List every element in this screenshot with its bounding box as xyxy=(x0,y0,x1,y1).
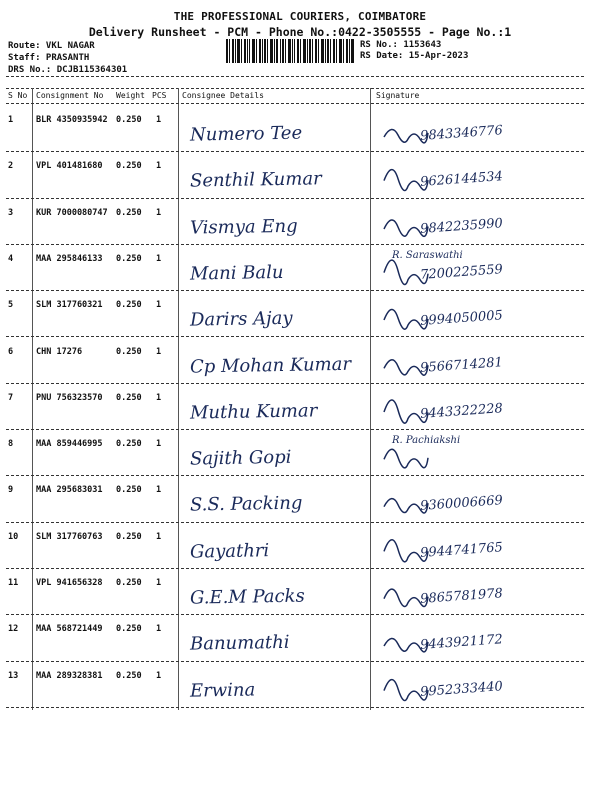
cell-weight: 0.250 xyxy=(116,578,142,588)
table-row xyxy=(0,614,600,660)
cell-consignment: MAA 289328381 xyxy=(36,670,103,681)
signature-phone: 9360006669 xyxy=(419,493,504,515)
cell-weight: 0.250 xyxy=(116,485,142,496)
signature-phone: 9566714281 xyxy=(419,354,504,376)
row-divider xyxy=(6,707,584,708)
cell-pcs: 1 xyxy=(156,439,162,450)
table-row xyxy=(0,244,600,290)
consignee-handwritten-name: Darirs Ajay xyxy=(189,307,293,331)
cell-weight: 0.250 xyxy=(116,531,142,542)
cell-consignment: KUR 7000080747 xyxy=(36,207,108,218)
cell-consignment: VPL 941656328 xyxy=(36,578,103,588)
signature-phone: 9843346776 xyxy=(419,123,504,144)
cell-consignment: BLR 4350935942 xyxy=(36,115,108,125)
cell-sno: 2 xyxy=(8,161,14,172)
cell-sno: 1 xyxy=(8,115,14,125)
barcode-image xyxy=(226,39,354,63)
table-row xyxy=(0,383,600,429)
cell-sno: 12 xyxy=(8,624,19,635)
cell-weight: 0.250 xyxy=(116,161,142,172)
cell-pcs: 1 xyxy=(156,670,162,681)
cell-sno: 5 xyxy=(8,300,14,311)
signature-phone: 7200225559 xyxy=(419,262,504,283)
signature-phone: 9994050005 xyxy=(419,308,504,330)
signature-phone: 9944741765 xyxy=(419,539,504,561)
cell-consignment: VPL 401481680 xyxy=(36,161,103,172)
table-top-divider xyxy=(6,88,584,89)
table-row xyxy=(0,475,600,521)
cell-weight: 0.250 xyxy=(116,670,142,681)
cell-pcs: 1 xyxy=(156,115,162,125)
cell-consignment: MAA 859446995 xyxy=(36,439,103,450)
cell-consignment: MAA 295846133 xyxy=(36,253,103,264)
consignee-handwritten-name: Muthu Kumar xyxy=(189,400,318,424)
cell-consignment: SLM 317760321 xyxy=(36,300,103,311)
consignee-handwritten-name: G.E.M Packs xyxy=(189,585,305,609)
cell-consignment: SLM 317760763 xyxy=(36,531,103,542)
table-row xyxy=(0,151,600,197)
consignee-handwritten-name: Senthil Kumar xyxy=(189,168,322,192)
cell-pcs: 1 xyxy=(156,624,162,635)
header-row-divider xyxy=(6,103,584,104)
table-row xyxy=(0,661,600,707)
cell-pcs: 1 xyxy=(156,300,162,311)
cell-weight: 0.250 xyxy=(116,115,142,125)
table-row xyxy=(0,337,600,383)
col-header-consignee: Consignee Details xyxy=(182,91,264,100)
company-title: THE PROFESSIONAL COURIERS, COIMBATORE xyxy=(173,10,427,23)
cell-weight: 0.250 xyxy=(116,346,142,357)
consignee-handwritten-name: Numero Tee xyxy=(189,122,303,146)
cell-weight: 0.250 xyxy=(116,624,142,635)
cell-pcs: 1 xyxy=(156,346,162,357)
signature-phone: 9842235990 xyxy=(419,215,504,237)
cell-sno: 13 xyxy=(8,670,19,681)
signature-phone: 9443921172 xyxy=(419,632,504,654)
signature-phone: 9952333440 xyxy=(419,678,504,700)
consignee-handwritten-name: Vismya Eng xyxy=(189,215,298,239)
cell-weight: 0.250 xyxy=(116,300,142,311)
cell-consignment: MAA 568721449 xyxy=(36,624,103,635)
cell-sno: 9 xyxy=(8,485,14,496)
rs-date: RS Date: 15-Apr-2023 xyxy=(360,51,469,61)
consignee-handwritten-name: Erwina xyxy=(189,679,256,702)
table-row xyxy=(0,429,600,475)
cell-weight: 0.250 xyxy=(116,392,142,403)
staff-label: Staff: PRASANTH xyxy=(8,53,90,63)
consignee-handwritten-name: S.S. Packing xyxy=(189,493,303,516)
cell-sno: 3 xyxy=(8,207,14,218)
cell-sno: 6 xyxy=(8,346,14,357)
cell-pcs: 1 xyxy=(156,578,162,588)
cell-sno: 7 xyxy=(8,392,14,403)
cell-pcs: 1 xyxy=(156,207,162,218)
cell-pcs: 1 xyxy=(156,253,162,264)
table-row xyxy=(0,522,600,568)
cell-pcs: 1 xyxy=(156,392,162,403)
signature-name: R. Pachiakshi xyxy=(392,435,461,447)
signature-phone: 9443322228 xyxy=(419,400,504,422)
signature-name: R. Saraswathi xyxy=(392,249,463,261)
consignee-handwritten-name: Mani Balu xyxy=(189,261,284,285)
consignee-handwritten-name: Cp Mohan Kumar xyxy=(189,353,352,378)
cell-sno: 8 xyxy=(8,439,14,450)
table-row xyxy=(0,290,600,336)
signature-phone: 9626144534 xyxy=(419,169,504,191)
cell-pcs: 1 xyxy=(156,161,162,172)
table-row xyxy=(0,105,600,151)
cell-sno: 11 xyxy=(8,578,19,588)
cell-weight: 0.250 xyxy=(116,207,142,218)
rs-number: RS No.: 1153643 xyxy=(360,40,442,50)
cell-sno: 4 xyxy=(8,253,14,264)
route-label: Route: VKL NAGAR xyxy=(8,41,95,51)
cell-pcs: 1 xyxy=(156,531,162,542)
col-header-weight: Weight xyxy=(116,91,145,100)
col-header-sno: S No xyxy=(8,91,28,100)
consignee-handwritten-name: Banumathi xyxy=(189,632,290,655)
cell-consignment: CHN 17276 xyxy=(36,346,83,357)
header-divider xyxy=(6,76,584,77)
cell-sno: 10 xyxy=(8,531,19,542)
table-row xyxy=(0,198,600,244)
col-header-signature: Signature xyxy=(376,91,420,100)
table-row xyxy=(0,568,600,614)
drs-number: DRS No.: DCJB115364301 xyxy=(8,65,128,75)
signature-phone: 9865781978 xyxy=(419,586,504,607)
col-header-consignment: Consignment No xyxy=(36,91,104,100)
cell-weight: 0.250 xyxy=(116,439,142,450)
col-header-pcs: PCS xyxy=(152,91,167,100)
consignee-handwritten-name: Sajith Gopi xyxy=(189,446,292,470)
consignee-handwritten-name: Gayathri xyxy=(189,539,270,563)
runsheet-subtitle: Delivery Runsheet - PCM - Phone No.:0422-3505555 - Page No.:1 xyxy=(88,25,512,39)
cell-consignment: MAA 295683031 xyxy=(36,485,103,496)
cell-pcs: 1 xyxy=(156,485,162,496)
cell-weight: 0.250 xyxy=(116,253,142,264)
cell-consignment: PNU 756323570 xyxy=(36,392,103,403)
